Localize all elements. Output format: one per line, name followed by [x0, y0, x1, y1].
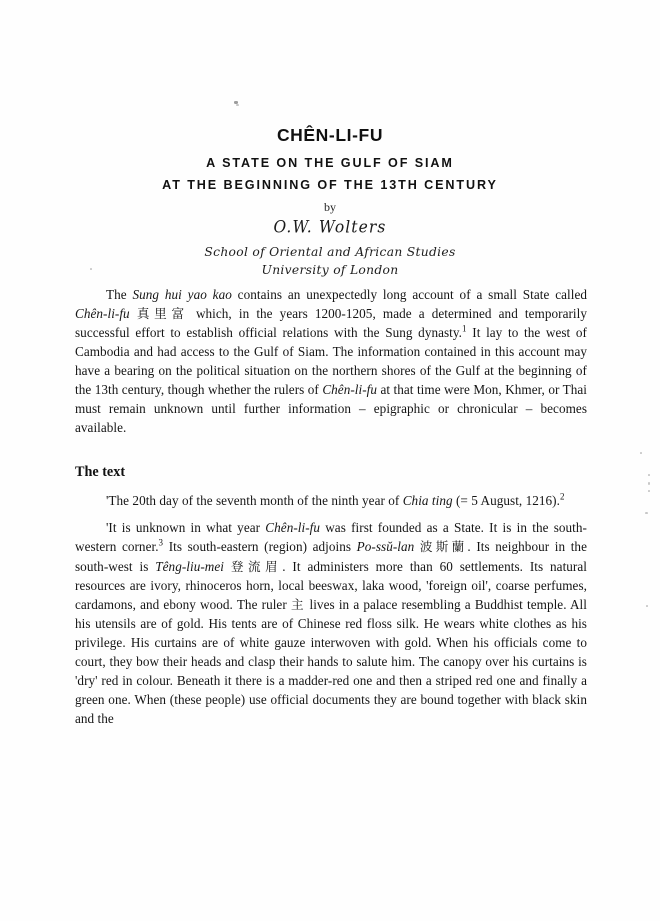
- quote-italic-teng-liu-mei: Têng-liu-mei: [155, 558, 224, 574]
- intro-paragraph: [75, 285, 587, 437]
- section-heading-the-text: The text: [75, 464, 126, 481]
- intro-text-c: which, in the years 1200-1205, made a determined and temporarily successful effort to establish official relations with the Sung dynasty.: [75, 306, 588, 341]
- han-chen-li-fu: 真里富: [136, 306, 189, 322]
- subtitle-line-2: AT THE BEGINNING OF THE 13TH CENTURY: [162, 177, 498, 192]
- subtitle-line-1: A STATE ON THE GULF OF SIAM: [206, 156, 454, 171]
- page-title: CHÊN-LI-FU: [276, 125, 384, 145]
- spacer: [75, 437, 587, 463]
- intro-text-e: at that time were Mon, Khmer, or Thai must remain unknown until further information – epigraphic or chronicular – becomes available.: [75, 382, 587, 436]
- footnote-marker-1[interactable]: 1: [462, 323, 467, 334]
- author-name: O.W. Wolters: [273, 217, 387, 237]
- by-label: by: [324, 200, 336, 215]
- quote-text-e: . It administers more than 60 settlements. Its natural resources are ivory, rhinoceros horn, local beeswax, laka wood, 'foreign oil', coarse perfumes, cardamons, and ebony wood. The ruler: [75, 558, 587, 612]
- scan-speck: [646, 605, 648, 607]
- scan-speck: [645, 512, 648, 514]
- quote-text-d: . Its neighbour in the south-west is: [75, 539, 587, 574]
- intro-text-b: contains an unexpectedly long account of a small State called: [231, 287, 588, 302]
- footnote-marker-2[interactable]: 2: [559, 491, 565, 502]
- quote-italic-po-ssu-lan: Po-ssŭ-lan: [356, 539, 415, 555]
- quote-italic-chia-ting: Chia ting: [402, 493, 453, 509]
- body-text: [75, 285, 587, 728]
- affiliation-university: University of London: [261, 262, 399, 277]
- han-po-ssu-lan: 波斯蘭: [419, 539, 468, 555]
- quote-text-b: was first founded as a State. It is in the south-western corner.: [75, 520, 587, 555]
- title-block: [0, 126, 660, 279]
- spacer: [75, 510, 587, 518]
- quote-date-text-a: 'The 20th day of the seventh month of the ninth year of: [106, 493, 403, 509]
- quote-text-c: Its south-eastern (region) adjoins: [163, 539, 357, 555]
- intro-text-d: It lay to the west of Cambodia and had access to the Gulf of Siam. The information contained in this account may have a bearing on the political situation on the northern shores of the Gulf at the beginning of the 13th century, though whether the rulers of: [75, 325, 588, 398]
- scan-speck: [648, 490, 650, 492]
- quote-date-text-b: (= 5 August, 1216).: [452, 493, 560, 509]
- quotation-date-paragraph: [75, 491, 587, 510]
- scan-speck: [640, 452, 642, 454]
- quote-text-f: lives in a palace resembling a Buddhist temple. All his utensils are of gold. His tents are of Chinese red floss silk. He wears white clothes as his privilege. His curtains are of white gauze interwoven with gold. When his officials come to court, they bow their heads and clasp their hands to salute him. The canopy over his curtains is 'dry' red in colour. Beneath it there is a madder-red one and then a striped red one and finally a green one. When (these people) use official documents they are bound together with black skin and the: [75, 596, 587, 726]
- intro-text-a: The: [106, 287, 133, 302]
- scan-speck: [648, 474, 650, 476]
- quotation-main-paragraph: [75, 518, 587, 728]
- intro-italic-sung-hui-yao-kao: Sung hui yao kao: [132, 287, 232, 302]
- footnote-marker-3[interactable]: 3: [158, 538, 164, 549]
- scan-speck: [648, 482, 650, 485]
- affiliation-institution: School of Oriental and African Studies: [204, 244, 456, 259]
- han-teng-liu-mei: 登流眉: [230, 558, 283, 574]
- quote-text-a: 'It is unknown in what year: [106, 520, 266, 536]
- spacer: [75, 482, 587, 491]
- quote-italic-chen-li-fu: Chên-li-fu: [265, 520, 321, 536]
- han-ruler: 主: [290, 596, 306, 612]
- scan-speck: [236, 104, 239, 106]
- intro-italic-chen-li-fu-2: Chên-li-fu: [322, 382, 378, 398]
- intro-italic-chen-li-fu: Chên-li-fu: [75, 306, 130, 322]
